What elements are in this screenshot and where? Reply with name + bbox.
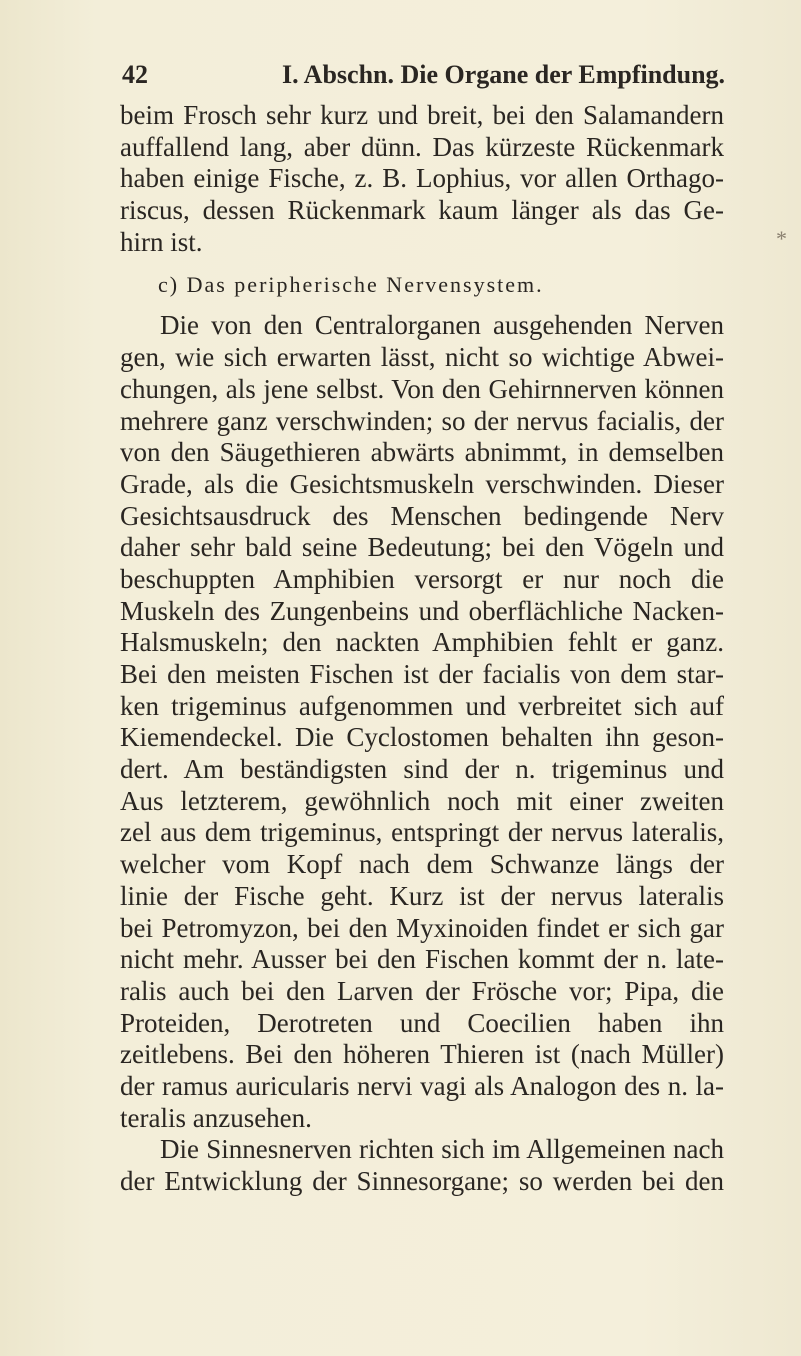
text-line: gen, wie sich erwarten lässt, nicht so wichtige Abwei-	[120, 342, 724, 373]
margin-mark: *	[776, 226, 787, 251]
text-line: Die Sinnesnerven richten sich im Allgemeinen nach	[160, 1134, 724, 1165]
text-line: linie der Fische geht. Kurz ist der nervus lateralis	[120, 880, 724, 911]
text-line: Die von den Centralorganen ausgehenden Nerven	[160, 310, 724, 341]
text-line: der Entwicklung der Sinnesorgane; so werden bei den	[120, 1166, 724, 1196]
text-line: hirn ist.	[120, 226, 203, 257]
text-line: dert. Am beständigsten sind der n. trigeminus und	[120, 754, 724, 785]
text-line: Bei den meisten Fischen ist der facialis von dem star-	[120, 659, 724, 689]
text-line: haben einige Fische, z. B. Lophius, vor allen Orthago-	[120, 163, 724, 194]
page-number: 42	[122, 60, 148, 89]
text-line: Gesichtsausdruck des Menschen bedingende Nerv	[120, 500, 724, 531]
text-line: Muskeln des Zungenbeins und oberflächliche Nacken-	[120, 595, 724, 626]
text-line: ralis auch bei den Larven der Frösche vor; Pipa, die	[120, 975, 724, 1006]
text-line: der ramus auricularis nervi vagi als Analogon des n. la-	[120, 1070, 724, 1101]
running-title: I. Abschn. Die Organe der Empfindung.	[282, 60, 726, 89]
text-line: mehrere ganz verschwinden; so der nervus facialis, der	[120, 405, 724, 436]
text-line: riscus, dessen Rückenmark kaum länger als das Ge-	[120, 195, 724, 226]
body-text	[120, 100, 724, 1198]
text-line: beschuppten Amphibien versorgt er nur noch die	[120, 563, 724, 594]
text-line: zel aus dem trigeminus, entspringt der nervus lateralis,	[120, 817, 724, 848]
text-line: auffallend lang, aber dünn. Das kürzeste Rückenmark	[120, 131, 724, 162]
text-line: Kiemendeckel. Die Cyclostomen behalten ihn geson-	[120, 722, 724, 753]
text-line: ken trigeminus aufgenommen und verbreitet sich auf	[120, 690, 724, 721]
text-line: von den Säugethieren abwärts abnimmt, in demselben	[120, 437, 724, 468]
text-line: teralis anzusehen.	[120, 1102, 312, 1133]
text-line: Grade, als die Gesichtsmuskeln verschwinden. Dieser	[120, 468, 724, 499]
text-line: welcher vom Kopf nach dem Schwanze längs der	[120, 849, 724, 880]
section-subheading: c) Das peripherische Nervensystem.	[158, 272, 544, 298]
text-line: Halsmuskeln; den nackten Amphibien fehlt er ganz.	[120, 627, 724, 658]
text-line: Proteiden, Derotreten und Coecilien haben ihn	[120, 1007, 724, 1038]
text-line: chungen, als jene selbst. Von den Gehirnnerven können	[120, 373, 724, 404]
page-header	[122, 60, 726, 90]
text-line: nicht mehr. Ausser bei den Fischen kommt der n. late-	[120, 944, 724, 975]
text-line: bei Petromyzon, bei den Myxinoiden findet er sich gar	[120, 912, 724, 943]
text-line: zeitlebens. Bei den höheren Thieren ist (nach Müller)	[120, 1039, 724, 1070]
text-line: Aus letzterem, gewöhnlich noch mit einer zweiten	[120, 785, 724, 816]
text-line: beim Frosch sehr kurz und breit, bei den Salamandern	[120, 100, 724, 130]
text-line: daher sehr bald seine Bedeutung; bei den Vögeln und	[120, 532, 724, 563]
